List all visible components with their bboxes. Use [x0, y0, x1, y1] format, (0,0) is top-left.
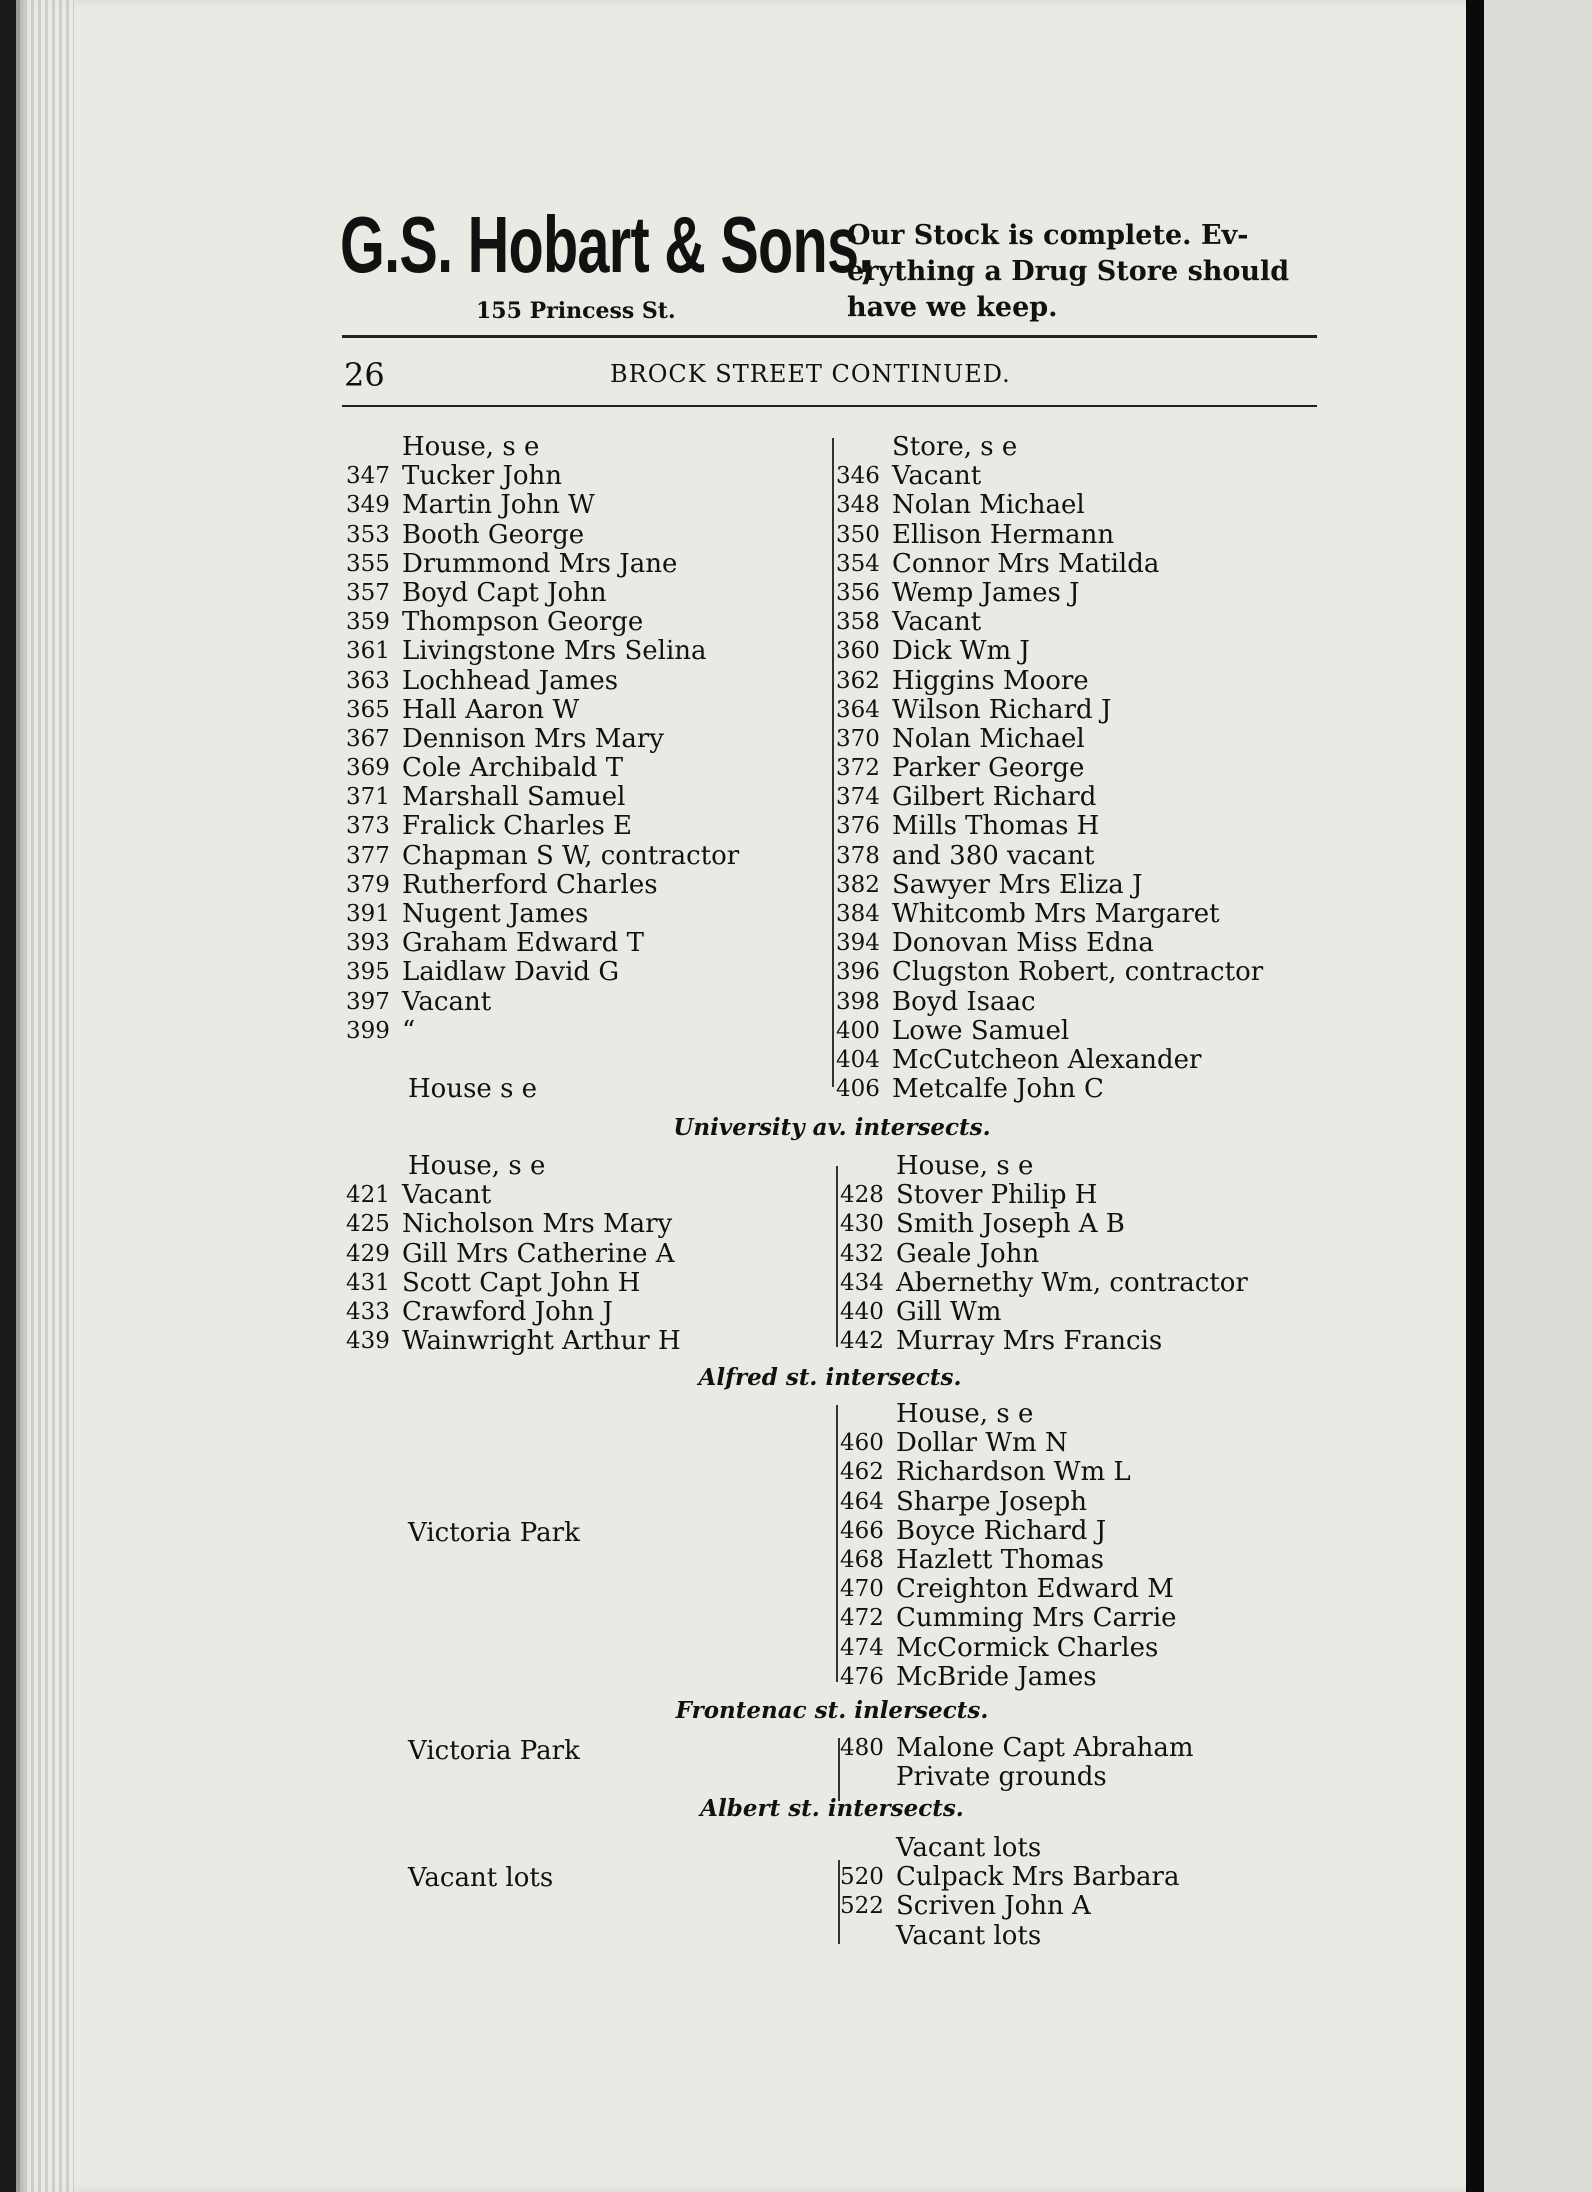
resident-name: Fralick Charles E	[402, 811, 633, 842]
house-number: 522	[840, 1893, 884, 1920]
resident-name: Donovan Miss Edna	[892, 928, 1154, 959]
column-header: House, s e	[408, 1151, 546, 1181]
resident-name: Vacant lots	[896, 1920, 1042, 1951]
resident-name: and 380 vacant	[892, 840, 1095, 871]
intersection-note: Frontenac st. inlersects.	[675, 1697, 989, 1724]
page-title: BROCK STREET CONTINUED.	[610, 360, 1011, 388]
advertiser-address: 155 Princess St.	[476, 298, 676, 324]
resident-name: Vacant	[402, 1180, 492, 1211]
resident-name: Chapman S W, contractor	[402, 840, 740, 871]
resident-name: Marshall Samuel	[402, 782, 626, 813]
house-number: 432	[840, 1240, 884, 1267]
resident-name: Vacant	[892, 607, 982, 638]
house-number: 349	[346, 492, 390, 519]
resident-name: Nicholson Mrs Mary	[402, 1209, 673, 1240]
house-number: 374	[836, 784, 880, 811]
column-divider	[832, 438, 834, 1087]
house-number: 396	[836, 959, 880, 986]
house-number: 398	[836, 988, 880, 1015]
resident-name: Metcalfe John C	[892, 1074, 1104, 1105]
header-rule-bottom	[342, 405, 1317, 407]
resident-name: Laidlaw David G	[402, 957, 620, 988]
house-number: 433	[346, 1298, 390, 1325]
resident-name: Smith Joseph A B	[896, 1209, 1125, 1240]
resident-name: Lowe Samuel	[892, 1015, 1070, 1046]
resident-name: Vacant	[892, 461, 982, 492]
house-number: 397	[346, 988, 390, 1015]
house-number: 428	[840, 1182, 884, 1209]
park-label: Victoria Park	[408, 1518, 580, 1548]
resident-name: McCormick Charles	[896, 1632, 1159, 1663]
resident-name: Stover Philip H	[896, 1180, 1098, 1211]
house-number: 474	[840, 1634, 884, 1661]
park-label: Victoria Park	[408, 1736, 580, 1766]
house-number: 399	[346, 1017, 390, 1044]
resident-name: Parker George	[892, 753, 1085, 784]
vacant-lots-label: Vacant lots	[408, 1863, 554, 1893]
house-number: 393	[346, 930, 390, 957]
house-number: 472	[840, 1605, 884, 1632]
house-number: 370	[836, 725, 880, 752]
resident-name: Gilbert Richard	[892, 782, 1097, 813]
house-number: 365	[346, 696, 390, 723]
house-number: 431	[346, 1269, 390, 1296]
house-number: 480	[840, 1735, 884, 1761]
resident-name: Wemp James J	[892, 577, 1080, 608]
house-number: 377	[346, 842, 390, 869]
header-rule-top	[342, 335, 1317, 338]
house-number: 348	[836, 492, 880, 519]
house-number: 391	[346, 901, 390, 927]
resident-name: Ellison Hermann	[892, 519, 1115, 550]
column-header: House, s e	[402, 432, 540, 462]
resident-name: McCutcheon Alexander	[892, 1044, 1202, 1075]
resident-name: Richardson Wm L	[896, 1457, 1131, 1488]
intersection-note: Albert st. intersects.	[700, 1795, 964, 1822]
resident-name: Graham Edward T	[402, 928, 644, 959]
house-number: 440	[840, 1298, 884, 1325]
resident-name: Vacant	[402, 986, 492, 1017]
house-number: 350	[836, 521, 880, 548]
resident-name: Rutherford Charles	[402, 869, 658, 900]
advertiser-name: G.S. Hobart & Sons,	[340, 200, 874, 289]
house-number: 355	[346, 550, 390, 577]
house-number: 378	[836, 842, 880, 869]
resident-name: Mills Thomas H	[892, 811, 1100, 842]
resident-name: Sharpe Joseph	[896, 1486, 1087, 1517]
house-number: 429	[346, 1240, 390, 1267]
house-number: 346	[836, 463, 880, 490]
house-number: 430	[840, 1211, 884, 1238]
resident-name: Drummond Mrs Jane	[402, 548, 678, 579]
house-number: 362	[836, 667, 880, 694]
house-number: 379	[346, 871, 390, 898]
house-number: 400	[836, 1017, 880, 1044]
resident-name: Boyce Richard J	[896, 1515, 1107, 1546]
page-number: 26	[344, 356, 385, 394]
house-number: 425	[346, 1211, 390, 1238]
house-number: 358	[836, 609, 880, 636]
resident-name: Nugent James	[402, 899, 589, 929]
house-number: 476	[840, 1663, 884, 1690]
column-footer: House s e	[408, 1074, 538, 1105]
resident-name: Hall Aaron W	[402, 694, 580, 725]
resident-name: Private grounds	[896, 1762, 1107, 1793]
directory-page	[16, 0, 1470, 2192]
house-number: 384	[836, 901, 880, 927]
house-number: 367	[346, 725, 390, 752]
resident-name: Boyd Capt John	[402, 577, 607, 608]
column-header: House, s e	[896, 1151, 1034, 1181]
resident-name: Livingstone Mrs Selina	[402, 636, 707, 667]
resident-name: Dick Wm J	[892, 636, 1030, 667]
house-number: 361	[346, 638, 390, 665]
house-number: 373	[346, 813, 390, 840]
column-header: Store, s e	[892, 432, 1018, 462]
intersection-note: Alfred st. intersects.	[698, 1364, 962, 1391]
intersection-note: University av. intersects.	[673, 1114, 991, 1141]
resident-name: Murray Mrs Francis	[896, 1326, 1163, 1357]
resident-name: Lochhead James	[402, 665, 619, 696]
resident-name: Dennison Mrs Mary	[402, 723, 664, 754]
resident-name: Cumming Mrs Carrie	[896, 1603, 1177, 1634]
house-number: 442	[840, 1328, 884, 1355]
resident-name: Cole Archibald T	[402, 753, 624, 784]
resident-name: Scriven John A	[896, 1891, 1091, 1922]
resident-name: Hazlett Thomas	[896, 1544, 1104, 1575]
resident-name: Tucker John	[402, 461, 563, 492]
adjacent-page-edge	[1484, 0, 1592, 2192]
house-number: 421	[346, 1182, 390, 1209]
book-gutter	[1466, 0, 1484, 2192]
resident-name: Geale John	[896, 1238, 1040, 1269]
resident-name: Clugston Robert, contractor	[892, 957, 1264, 988]
resident-name: Abernethy Wm, contractor	[896, 1267, 1248, 1298]
house-number: 356	[836, 579, 880, 606]
resident-name: Gill Wm	[896, 1296, 1002, 1327]
resident-name: Scott Capt John H	[402, 1267, 641, 1298]
resident-name: Creighton Edward M	[896, 1574, 1174, 1605]
resident-name: Vacant lots	[896, 1833, 1042, 1863]
house-number: 364	[836, 696, 880, 723]
resident-name: Culpack Mrs Barbara	[896, 1862, 1180, 1893]
advertiser-slogan: Our Stock is complete. Ev- erything a Drug Store should have we keep.	[847, 220, 1290, 323]
house-number: 466	[840, 1517, 884, 1544]
house-number: 357	[346, 579, 390, 606]
resident-name: Sawyer Mrs Eliza J	[892, 869, 1143, 900]
house-number: 468	[840, 1546, 884, 1573]
house-number: 369	[346, 755, 390, 782]
resident-name: Booth George	[402, 519, 585, 550]
house-number: 371	[346, 784, 390, 811]
house-number: 439	[346, 1328, 390, 1355]
house-number: 434	[840, 1269, 884, 1296]
house-number: 363	[346, 667, 390, 694]
column-divider	[836, 1405, 838, 1682]
house-number: 406	[836, 1076, 880, 1103]
resident-name: Higgins Moore	[892, 665, 1089, 696]
house-number: 520	[840, 1864, 884, 1891]
column-header: House, s e	[896, 1399, 1034, 1429]
house-number: 395	[346, 959, 390, 986]
resident-name: Malone Capt Abraham	[896, 1733, 1194, 1763]
resident-name: Martin John W	[402, 490, 595, 521]
house-number: 382	[836, 871, 880, 898]
resident-name: McBride James	[896, 1661, 1097, 1692]
resident-name: Nolan Michael	[892, 490, 1085, 521]
house-number: 354	[836, 550, 880, 577]
resident-name: Nolan Michael	[892, 723, 1085, 754]
resident-name: Connor Mrs Matilda	[892, 548, 1160, 579]
resident-name: Thompson George	[402, 607, 644, 638]
column-divider	[836, 1166, 838, 1347]
house-number: 462	[840, 1459, 884, 1486]
house-number: 347	[346, 463, 390, 490]
resident-name: Crawford John J	[402, 1296, 613, 1327]
resident-name: Dollar Wm N	[896, 1428, 1068, 1459]
house-number: 404	[836, 1046, 880, 1073]
house-number: 460	[840, 1430, 884, 1457]
house-number: 394	[836, 930, 880, 957]
house-number: 464	[840, 1488, 884, 1515]
house-number: 376	[836, 813, 880, 840]
house-number: 360	[836, 638, 880, 665]
resident-name: Gill Mrs Catherine A	[402, 1238, 675, 1269]
resident-name: Wainwright Arthur H	[402, 1326, 681, 1357]
page-edge-stack	[24, 0, 74, 2192]
house-number: 353	[346, 521, 390, 548]
resident-name: Wilson Richard J	[892, 694, 1112, 725]
house-number: 470	[840, 1576, 884, 1603]
resident-name: Boyd Isaac	[892, 986, 1036, 1017]
resident-name: “	[402, 1015, 416, 1046]
resident-name: Whitcomb Mrs Margaret	[892, 899, 1220, 929]
house-number: 359	[346, 609, 390, 636]
house-number: 372	[836, 755, 880, 782]
